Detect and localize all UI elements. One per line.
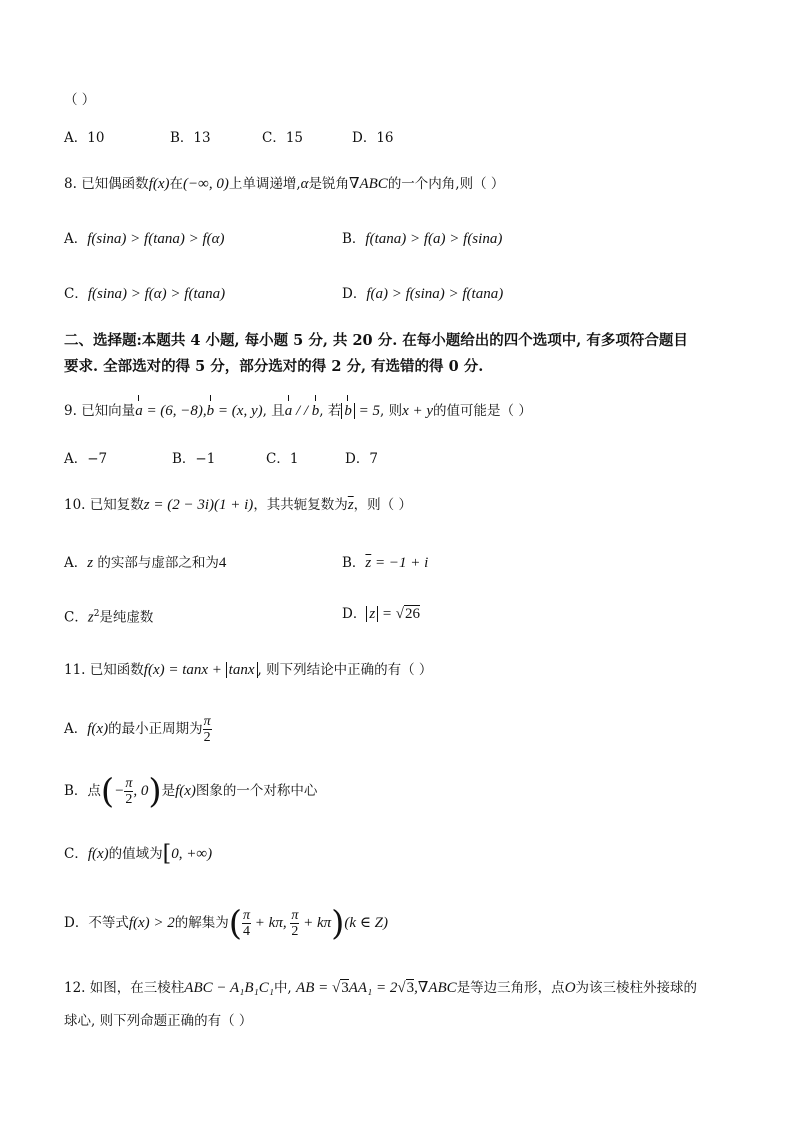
q9-option-a: A．−7 [64,451,108,467]
section2-heading-line1: 二、选择题:本题共 4 小题, 每小题 5 分, 共 20 分. 在每小题给出的四个选项中, 有多项符合题目 [64,332,688,349]
q11-option-c: C．f(x)的值域为[0, +∞) [64,841,213,867]
q8-option-d: D．f(a) > f(sina) > f(tana) [342,286,504,302]
q11-stem: 11. 已知函数f(x) = tanx + tanx , 则下列结论中正确的有（ ） [64,662,433,678]
q8-option-b: B．f(tana) > f(a) > f(sina) [342,231,503,247]
q9-option-b: B．−1 [172,451,216,467]
q9-stem: 9. 已知向量a = (6, −8),b = (x, y), 且a / / b, 若 b = 5, 则x + y的值可能是（ ） [64,403,532,419]
q12-stem-line2: 球心, 则下列命题正确的有（ ） [64,1013,253,1029]
q8-option-c: C．f(sina) > f(α) > f(tana) [64,286,226,302]
q10-stem: 10. 已知复数z = (2 − 3i)(1 + i)，其共轭复数为$\overline{z}$，则（ ） [64,497,412,513]
q10-option-c: C．$z^2$是纯虚数 [64,609,154,626]
q7-option-b: B．13 [170,130,211,146]
q10-option-a: A．z 的实部与虚部之和为4 [64,555,227,571]
q10-option-d: D． z = √26 [342,606,421,622]
section2-heading-line2: 要求. 全部选对的得 5 分，部分选对的得 2 分, 有选错的得 0 分. [64,358,484,375]
q11-option-b: B．点(− $\frac{\pi}{2}$ , 0)是f(x)图象的一个对称中心 [64,771,318,812]
q8-stem: 8. 已知偶函数f(x)在(−∞, 0)上单调递增,α是锐角∇ABC的一个内角,则（ ） [64,176,505,192]
q9-option-d: D．7 [345,451,378,467]
q11-option-d: D．不等式f(x) > 2的解集为( $\frac{\pi}{4}$ + kπ, $\frac{\pi}{2}$ + kπ)(k ∈ Z) [64,903,389,944]
q11-option-a: A．f(x)的最小正周期为 $\frac{\pi}{2}$ [64,714,211,745]
q12-stem-line1: 12. 如图，在三棱柱ABC − A₁B₁C₁中, AB = √3AA₁ = 2√3,∇ABC是等边三角形，点O为该三棱柱外接球的 [64,980,698,996]
q7-answer-paren: （ ） [64,92,96,108]
q7-option-a: A．10 [64,130,105,146]
q7-option-d: D．16 [352,130,394,146]
q9-option-c: C．1 [266,451,299,467]
q10-option-b: B．$\overline{z} = -1 + i$ [342,555,429,571]
q7-option-c: C．15 [262,130,304,146]
q8-option-a: A．f(sina) > f(tana) > f(α) [64,231,225,247]
